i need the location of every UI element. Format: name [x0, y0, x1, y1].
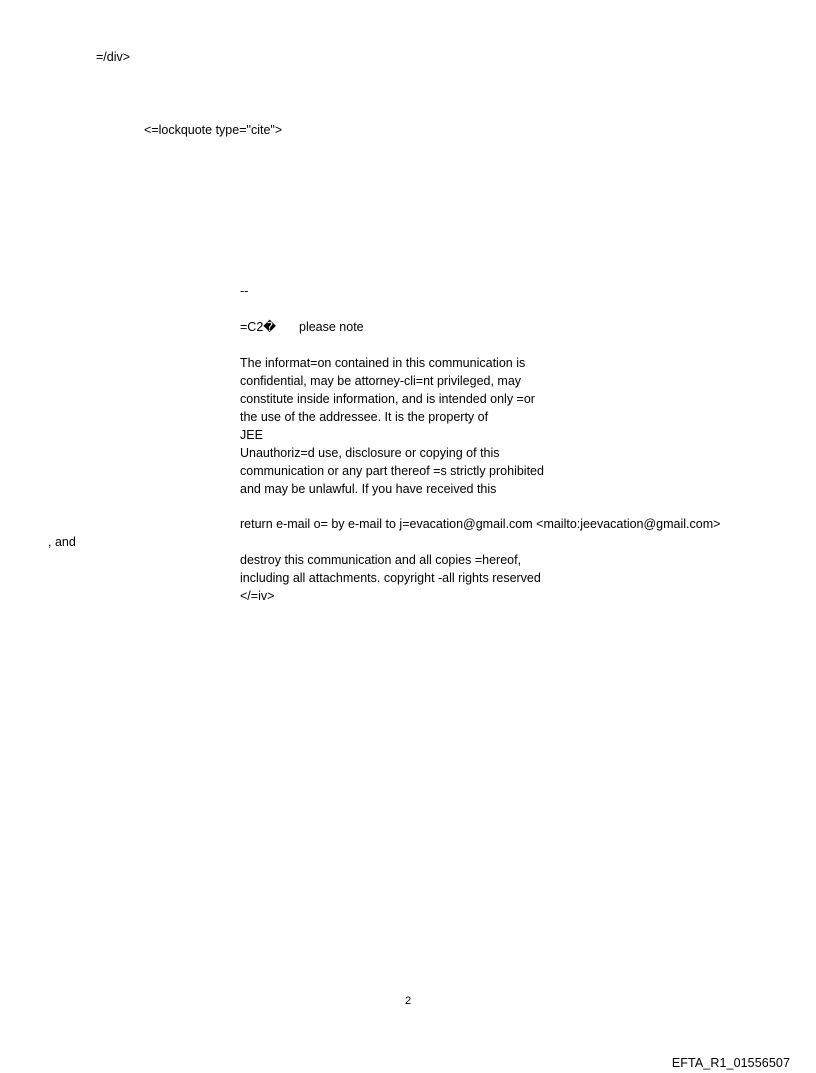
paragraph-line: JEE [240, 428, 263, 442]
paragraph-line: and may be unlawful. If you have received this [240, 482, 497, 496]
paragraph-line: the use of the addressee. It is the property of [240, 410, 489, 424]
return-email-line: return e-mail o= by e-mail to j=evacation@gmail.com <mailto:jeevacation@gmail.com> [240, 517, 721, 531]
paragraph-line: including all attachments. copyright -all rights reserved [240, 571, 541, 585]
paragraph-line: communication or any part thereof =s strictly prohibited [240, 464, 544, 478]
destroy-paragraph [240, 551, 541, 605]
paragraph-line: The informat=on contained in this communication is [240, 356, 526, 370]
paragraph-line: constitute inside information, and is intended only =or [240, 392, 535, 406]
blockquote-line: <=lockquote type="cite"> [144, 123, 283, 137]
and-line: , and [48, 535, 76, 549]
paragraph-line: </=iv> [240, 589, 275, 603]
page-number: 2 [404, 995, 412, 1007]
note-label: please note [299, 320, 364, 334]
confidentiality-paragraph [240, 354, 544, 498]
signature-dashes: -- [240, 284, 249, 298]
close-div-line: =/div> [96, 50, 131, 64]
paragraph-line: confidential, may be attorney-cli=nt privileged, may [240, 374, 522, 388]
paragraph-line: destroy this communication and all copies =hereof, [240, 553, 522, 567]
note-code: =C2� [240, 320, 277, 334]
paragraph-line: Unauthoriz=d use, disclosure or copying of this [240, 446, 500, 460]
bates-number: EFTA_R1_01556507 [671, 1056, 790, 1070]
